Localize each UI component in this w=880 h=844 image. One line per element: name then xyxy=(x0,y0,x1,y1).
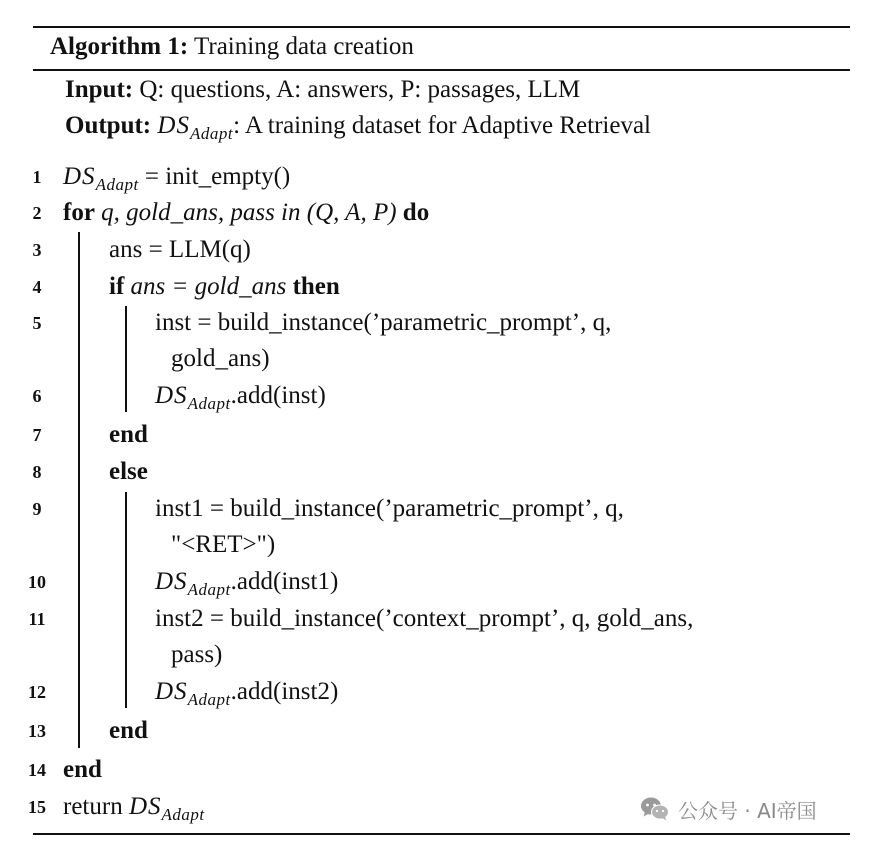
line-number: 5 xyxy=(32,313,42,333)
wechat-icon xyxy=(640,796,670,822)
code-line xyxy=(63,753,102,787)
input-line xyxy=(65,73,580,107)
dataset-var: $DS_{Adapt}$ xyxy=(128,793,205,824)
code-line: $DS_{Adapt}$ = init_empty() xyxy=(63,163,291,194)
input-text: Q: questions, A: answers, P: passages, LLM xyxy=(139,76,581,103)
indent-bar-if xyxy=(125,306,127,412)
indent-bar-else xyxy=(125,492,127,708)
dataset-var: $DS_{Adapt}$ xyxy=(155,382,231,413)
code-line-continuation: "<RET>") xyxy=(171,531,276,558)
keyword: end xyxy=(109,421,148,448)
algorithm-title xyxy=(50,30,414,64)
algorithm-label: Algorithm 1: xyxy=(50,33,189,60)
line-number: 2 xyxy=(32,203,42,223)
line-number: 7 xyxy=(32,425,42,445)
line-number: 9 xyxy=(32,499,42,519)
output-text: : A training dataset for Adaptive Retrieval xyxy=(233,112,652,139)
dataset-var: $DS_{Adapt}$ xyxy=(63,163,139,194)
code-line: if ans = gold_ans then xyxy=(109,273,340,300)
line-number: 13 xyxy=(28,721,46,741)
dataset-var: $DS_{Adapt}$ xyxy=(155,678,231,709)
line-number: 12 xyxy=(28,682,46,702)
output-line xyxy=(65,109,651,151)
code-line: return $DS_{Adapt}$ xyxy=(63,793,205,824)
code-line: ans = LLM(q) xyxy=(109,236,251,263)
keyword: else xyxy=(109,458,148,485)
keyword: if xyxy=(109,273,125,300)
line-number: 4 xyxy=(32,277,42,297)
code-line-continuation: gold_ans) xyxy=(171,345,270,372)
code-line xyxy=(109,714,148,748)
keyword: do xyxy=(402,199,430,226)
code-line: $DS_{Adapt}.add(inst)$ xyxy=(155,382,326,413)
bottom-rule xyxy=(33,833,850,835)
line-number: 6 xyxy=(32,386,42,406)
keyword: for xyxy=(63,199,95,226)
line-number: 15 xyxy=(28,797,46,817)
watermark xyxy=(640,792,817,826)
code-line xyxy=(109,418,148,452)
keyword: then xyxy=(292,273,340,300)
header-rule xyxy=(33,69,850,71)
algorithm-title-text: Training data creation xyxy=(193,33,414,60)
code-line xyxy=(109,455,148,489)
code-line: $DS_{Adapt}.add(inst1)$ xyxy=(155,568,339,599)
dataset-var: $DS_{Adapt}$ xyxy=(155,568,231,599)
keyword: end xyxy=(63,756,102,783)
line-number: 1 xyxy=(32,167,42,187)
watermark-text: 公众号 · AI帝国 xyxy=(678,798,817,823)
line-number: 11 xyxy=(28,609,46,629)
indent-bar-for xyxy=(78,232,80,748)
code-line: inst = build_instance(’parametric_prompt’, q, xyxy=(155,309,612,336)
keyword: end xyxy=(109,717,148,744)
code-line: inst2 = build_instance(’context_prompt’, q, gold_ans, xyxy=(155,605,694,632)
code-line: inst1 = build_instance(’parametric_prompt’, q, xyxy=(155,495,624,522)
line-number: 14 xyxy=(28,760,46,780)
code-line: $DS_{Adapt}.add(inst2)$ xyxy=(155,678,339,709)
output-label: Output: xyxy=(65,112,152,139)
line-number: 8 xyxy=(32,462,42,482)
output-var: $DS_{Adapt}$ xyxy=(157,112,234,143)
code-line: for q, gold_ans, pass in (Q, A, P) do xyxy=(63,199,430,226)
code-line-continuation: pass) xyxy=(171,641,223,668)
line-number: 10 xyxy=(28,572,46,592)
input-label: Input: xyxy=(65,76,134,103)
line-number: 3 xyxy=(32,240,42,260)
top-rule xyxy=(33,26,850,28)
